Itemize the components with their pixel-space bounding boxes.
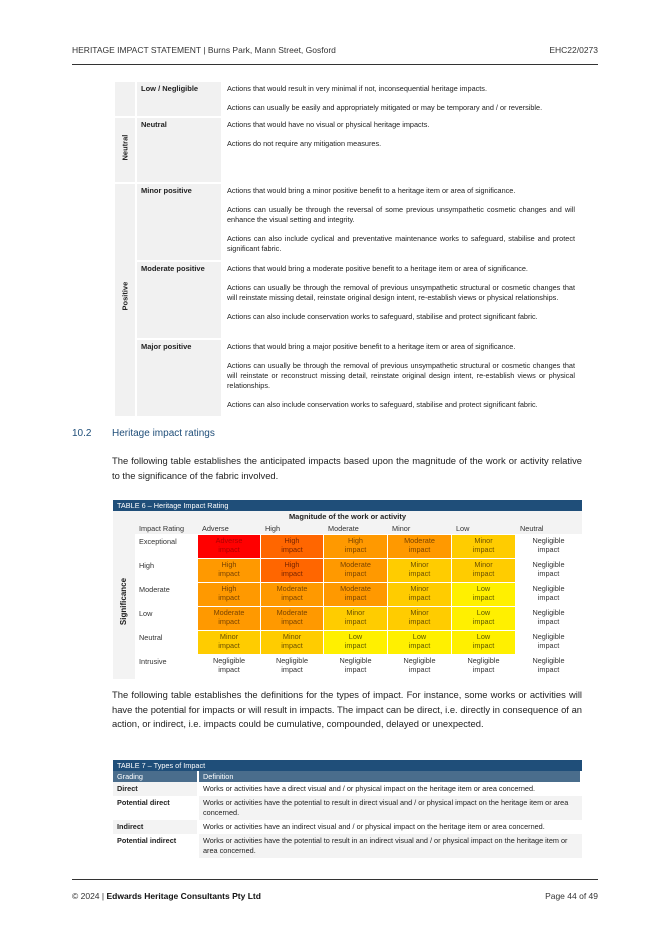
rating-suffix: impact bbox=[281, 545, 303, 555]
significance-label: Significance bbox=[119, 577, 129, 625]
rating-suffix: impact bbox=[344, 593, 367, 603]
rating-level: Negligible bbox=[339, 656, 372, 665]
grading-cell: Indirect bbox=[113, 820, 199, 834]
rating-level: Negligible bbox=[403, 656, 436, 665]
desc-text: Actions can also include cyclical and preventative maintenance works to safeguard, stabilise and protect significant fabric. bbox=[227, 234, 575, 254]
ratings-intro-paragraph: The following table establishes the anticipated impacts based upon the magnitude of the work or activity relative to the significance of the fabric involved. bbox=[112, 455, 582, 481]
rating-cell bbox=[388, 535, 451, 558]
rating-suffix: impact bbox=[344, 641, 367, 651]
rating-suffix: impact bbox=[218, 641, 240, 651]
desc-text: Actions that would bring a moderate positive benefit to a heritage item or area of significance. bbox=[227, 264, 528, 273]
column-header: High bbox=[261, 523, 324, 535]
rating-level: High bbox=[284, 536, 300, 545]
page-footer bbox=[72, 891, 598, 901]
heritage-impact-rating-table bbox=[113, 500, 582, 679]
column-header: Adverse bbox=[198, 523, 261, 535]
rating-cell bbox=[198, 631, 260, 654]
section-number: 10.2 bbox=[72, 428, 92, 439]
rating-cell bbox=[516, 535, 581, 558]
rating-cell bbox=[516, 559, 581, 582]
rating-suffix: impact bbox=[344, 617, 367, 627]
rating-cell bbox=[261, 655, 323, 678]
rating-suffix: impact bbox=[537, 617, 560, 627]
rating-suffix: impact bbox=[472, 545, 495, 555]
page-header bbox=[72, 40, 598, 60]
rating-suffix: impact bbox=[344, 665, 367, 675]
desc-text: Actions that would have no visual or physical heritage impacts. bbox=[227, 120, 430, 129]
rating-level: Adverse bbox=[215, 536, 243, 545]
table-row bbox=[115, 82, 579, 116]
rating-level: Minor bbox=[474, 536, 493, 545]
table-caption: TABLE 6 – Heritage Impact Rating bbox=[113, 500, 582, 511]
rating-suffix: impact bbox=[537, 665, 560, 675]
header-title: HERITAGE IMPACT STATEMENT | Burns Park, Mann Street, Gosford bbox=[72, 45, 336, 55]
rating-cell bbox=[516, 583, 581, 606]
column-header: Definition bbox=[199, 771, 582, 782]
rating-level: High bbox=[347, 536, 363, 545]
grade-label: Neutral bbox=[137, 118, 221, 182]
grade-label: Moderate positive bbox=[137, 262, 221, 338]
rating-level: Low bbox=[476, 632, 491, 641]
rating-suffix: impact bbox=[537, 593, 560, 603]
rating-suffix: impact bbox=[218, 569, 240, 579]
footer-company: Edwards Heritage Consultants Pty Ltd bbox=[106, 891, 261, 901]
rating-level: Low bbox=[348, 632, 363, 641]
rating-cell bbox=[452, 607, 515, 630]
grading-cell: Potential indirect bbox=[113, 834, 199, 858]
table-caption: TABLE 7 – Types of Impact bbox=[113, 760, 582, 771]
rating-cell bbox=[324, 559, 387, 582]
rating-cell bbox=[198, 535, 260, 558]
rating-cell bbox=[452, 535, 515, 558]
desc-text: Actions can usually be through the removal of previous unsympathetic structural or cosmetic changes that will reinstate missing detail, reinstate original design intent, re-establish views or physical relationships. bbox=[227, 283, 575, 303]
table-row bbox=[113, 834, 582, 858]
rating-level: Negligible bbox=[212, 656, 246, 665]
column-header: Moderate bbox=[324, 523, 388, 535]
rating-cell bbox=[198, 655, 260, 678]
rating-suffix: impact bbox=[218, 593, 240, 603]
footer-copyright bbox=[72, 891, 261, 901]
rating-cell bbox=[452, 655, 515, 678]
footer-prefix: © 2024 | bbox=[72, 891, 107, 901]
rating-level: Negligible bbox=[532, 608, 565, 617]
rating-suffix: impact bbox=[281, 593, 303, 603]
ratings-grid bbox=[113, 523, 582, 679]
types-intro-paragraph: The following table establishes the definitions for the types of impact. For instance, some works or activities will have the potential for impacts or will result in impacts. The impact can be direct, i.e. directly in consequence of an action, or indirect, i.e. impacts could be cumulative, compounded, delayed or unexpected. bbox=[112, 689, 582, 730]
table-row bbox=[115, 340, 579, 416]
table-row bbox=[113, 796, 582, 820]
rating-level: Negligible bbox=[275, 656, 309, 665]
rating-suffix: impact bbox=[472, 569, 495, 579]
rating-suffix: impact bbox=[537, 545, 560, 555]
rating-suffix: impact bbox=[408, 641, 431, 651]
desc-text: Actions that would result in very minimal if not, inconsequential heritage impacts. bbox=[227, 84, 487, 93]
rating-cell bbox=[324, 607, 387, 630]
column-header: Minor bbox=[388, 523, 452, 535]
rating-cell bbox=[261, 583, 323, 606]
desc-text: Actions that would bring a major positive benefit to a heritage item or area of significance. bbox=[227, 342, 516, 351]
rating-cell bbox=[198, 559, 260, 582]
section-title: Heritage impact ratings bbox=[112, 428, 215, 439]
rating-level: Minor bbox=[282, 632, 302, 641]
rating-suffix: impact bbox=[472, 665, 495, 675]
rating-suffix: impact bbox=[281, 641, 303, 651]
rating-level: Moderate bbox=[213, 608, 245, 617]
rating-cell bbox=[324, 535, 387, 558]
column-header: Neutral bbox=[516, 523, 582, 535]
magnitude-header: Magnitude of the work or activity bbox=[113, 511, 582, 523]
grade-description bbox=[223, 262, 579, 338]
rating-cell bbox=[388, 559, 451, 582]
desc-text: Actions do not require any mitigation measures. bbox=[227, 139, 382, 149]
rating-cell bbox=[261, 607, 323, 630]
definition-cell: Works or activities have the potential to result in direct visual and / or physical impact on the heritage item or area concerned. bbox=[199, 796, 582, 820]
rating-level: Moderate bbox=[340, 560, 371, 569]
header-reference: EHC22/0273 bbox=[549, 45, 598, 55]
header-divider bbox=[72, 64, 598, 65]
rating-cell bbox=[388, 583, 451, 606]
rating-level: Minor bbox=[410, 584, 429, 593]
rating-level: Moderate bbox=[340, 584, 371, 593]
rating-level: Low bbox=[476, 584, 491, 593]
desc-text: Actions that would bring a minor positive benefit to a heritage item or area of significance. bbox=[227, 186, 516, 195]
row-label: Moderate bbox=[135, 583, 198, 606]
table-header-row bbox=[113, 771, 582, 782]
rating-level: High bbox=[221, 560, 237, 569]
grading-cell: Direct bbox=[113, 782, 199, 796]
group-cell bbox=[115, 82, 135, 116]
row-label: High bbox=[135, 559, 198, 582]
footer-page-number: Page 44 of 49 bbox=[545, 891, 598, 901]
rating-suffix: impact bbox=[218, 665, 240, 675]
rating-level: High bbox=[221, 584, 237, 593]
impact-grading-table bbox=[113, 80, 581, 418]
rating-suffix: impact bbox=[281, 617, 303, 627]
rating-level: Moderate bbox=[276, 584, 308, 593]
desc-text: Actions can also include conservation works to safeguard, stabilise and protect significant fabric. bbox=[227, 312, 538, 322]
rating-suffix: impact bbox=[408, 617, 431, 627]
grade-label: Minor positive bbox=[137, 184, 221, 260]
grade-label: Low / Negligible bbox=[137, 82, 221, 116]
rating-level: Moderate bbox=[404, 536, 435, 545]
grade-description bbox=[223, 118, 579, 182]
rating-suffix: impact bbox=[408, 593, 431, 603]
rating-cell bbox=[516, 655, 581, 678]
grade-description bbox=[223, 340, 579, 416]
rating-suffix: impact bbox=[408, 665, 431, 675]
rating-level: Negligible bbox=[467, 656, 500, 665]
rating-suffix: impact bbox=[281, 665, 303, 675]
rating-level: Low bbox=[412, 632, 427, 641]
rating-suffix: impact bbox=[408, 545, 431, 555]
rating-cell bbox=[452, 631, 515, 654]
footer-divider bbox=[72, 879, 598, 880]
table-row bbox=[115, 118, 579, 182]
group-cell-positive bbox=[115, 184, 135, 416]
rating-suffix: impact bbox=[408, 569, 431, 579]
rating-level: Minor bbox=[474, 560, 493, 569]
types-table-body bbox=[113, 782, 582, 858]
rating-level: Negligible bbox=[532, 632, 565, 641]
desc-text: Actions can also include conservation works to safeguard, stabilise and protect significant fabric. bbox=[227, 400, 538, 410]
rating-cell bbox=[452, 583, 515, 606]
rating-cell bbox=[324, 583, 387, 606]
rating-cell bbox=[452, 559, 515, 582]
rating-level: Moderate bbox=[276, 608, 308, 617]
rating-suffix: impact bbox=[218, 545, 240, 555]
rating-level: Minor bbox=[346, 608, 365, 617]
group-label: Neutral bbox=[120, 134, 130, 160]
rating-cell bbox=[324, 655, 387, 678]
column-header: Impact Rating bbox=[135, 523, 198, 535]
rating-suffix: impact bbox=[281, 569, 303, 579]
rating-suffix: impact bbox=[537, 569, 560, 579]
grade-description bbox=[223, 184, 579, 260]
definition-cell: Works or activities have the potential to result in an indirect visual and / or physical impact on the heritage item or area concerned. bbox=[199, 834, 582, 858]
rating-level: Minor bbox=[219, 632, 239, 641]
column-header: Grading bbox=[113, 771, 199, 782]
rating-cell bbox=[516, 607, 581, 630]
rating-level: High bbox=[284, 560, 300, 569]
rating-cell bbox=[198, 607, 260, 630]
rating-cell bbox=[388, 631, 451, 654]
rating-cell bbox=[324, 631, 387, 654]
rating-suffix: impact bbox=[472, 641, 495, 651]
rating-suffix: impact bbox=[218, 617, 240, 627]
significance-axis bbox=[113, 523, 135, 679]
rating-cell bbox=[198, 583, 260, 606]
rating-level: Minor bbox=[410, 608, 429, 617]
rating-level: Low bbox=[476, 608, 491, 617]
grade-description bbox=[223, 82, 579, 116]
group-label: Positive bbox=[120, 281, 130, 310]
rating-cell bbox=[261, 535, 323, 558]
grading-cell: Potential direct bbox=[113, 796, 199, 820]
desc-text: Actions can usually be easily and appropriately mitigated or may be temporary and / or reversible. bbox=[227, 103, 543, 113]
rating-cell bbox=[388, 607, 451, 630]
table-row bbox=[115, 262, 579, 338]
desc-text: Actions can usually be through the reversal of some previous unsympathetic cosmetic changes and will enhance the visual setting and integrity. bbox=[227, 205, 575, 225]
rating-level: Negligible bbox=[532, 560, 565, 569]
table-row bbox=[113, 820, 582, 834]
rating-level: Negligible bbox=[532, 656, 565, 665]
row-label: Exceptional bbox=[135, 535, 198, 558]
row-label: Neutral bbox=[135, 631, 198, 654]
rating-suffix: impact bbox=[537, 641, 560, 651]
rating-cell bbox=[388, 655, 451, 678]
rating-suffix: impact bbox=[344, 545, 367, 555]
definition-cell: Works or activities have an indirect visual and / or physical impact on the heritage item or area concerned. bbox=[203, 822, 545, 832]
definition-cell: Works or activities have a direct visual and / or physical impact on the heritage item or area concerned. bbox=[203, 784, 536, 793]
rating-suffix: impact bbox=[344, 569, 367, 579]
grade-label: Major positive bbox=[137, 340, 221, 416]
rating-cell bbox=[516, 631, 581, 654]
rating-level: Negligible bbox=[532, 536, 565, 545]
desc-text: Actions can usually be through the removal of previous unsympathetic structural or cosmetic changes that will reinstate or reconstruct missing detail, reinstate original design intent, re-establish views or physical relationships. bbox=[227, 361, 575, 391]
rating-level: Negligible bbox=[532, 584, 565, 593]
row-label: Intrusive bbox=[135, 655, 198, 678]
rating-cell bbox=[261, 559, 323, 582]
table-row bbox=[113, 782, 582, 796]
types-of-impact-table bbox=[113, 760, 582, 858]
rating-suffix: impact bbox=[472, 593, 495, 603]
column-header: Low bbox=[452, 523, 516, 535]
rating-cell bbox=[261, 631, 323, 654]
row-label: Low bbox=[135, 607, 198, 630]
rating-suffix: impact bbox=[472, 617, 495, 627]
group-cell-neutral bbox=[115, 118, 135, 182]
table-row bbox=[115, 184, 579, 260]
rating-level: Minor bbox=[410, 560, 429, 569]
